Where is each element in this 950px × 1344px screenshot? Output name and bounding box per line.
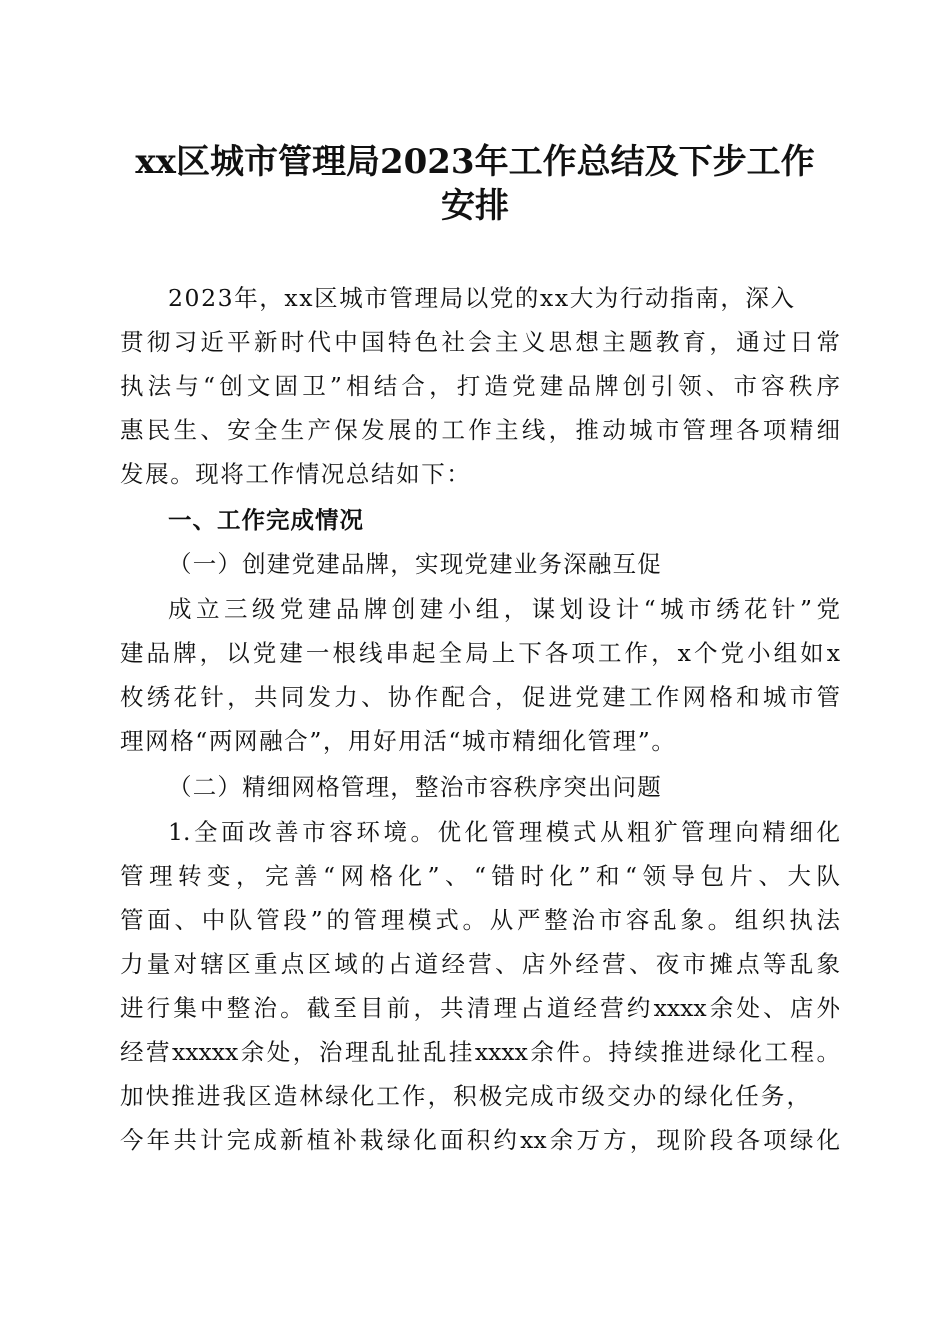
intro-line-2: 贯彻习近平新时代中国特色社会主义思想主题教育，通过日常 <box>120 328 840 356</box>
title-line-1: xx区城市管理局2023年工作总结及下步工作 <box>135 142 815 182</box>
para3-line-3: 管面、中队管段”的管理模式。从严整治市容乱象。组织执法 <box>120 906 840 934</box>
para3-line-5: 进行集中整治。截至目前，共清理占道经营约xxxx余处、店外 <box>120 994 840 1022</box>
document-title <box>100 140 850 228</box>
para2-line-4: 理网格“两网融合”，用好用活“城市精细化管理”。 <box>120 727 677 755</box>
para2-line-3: 枚绣花针，共同发力、协作配合，促进党建工作网格和城市管 <box>120 683 840 711</box>
subsection-heading-2: （二）精细网格管理，整治市容秩序突出问题 <box>168 773 662 801</box>
para3-line-2: 管理转变，完善“网格化”、“错时化”和“领导包片、大队 <box>120 862 840 890</box>
intro-line-1: 2023年，xx区城市管理局以党的xx大为行动指南，深入 <box>168 284 796 312</box>
para3-line-1: 1.全面改善市容环境。优化管理模式从粗犷管理向精细化 <box>168 818 840 846</box>
para2-line-1: 成立三级党建品牌创建小组，谋划设计“城市绣花针”党 <box>168 595 840 623</box>
para3-line-4: 力量对辖区重点区域的占道经营、店外经营、夜市摊点等乱象 <box>120 950 840 978</box>
para3-line-8: 今年共计完成新植补栽绿化面积约xx余万方，现阶段各项绿化 <box>120 1126 840 1154</box>
title-line-2: 安排 <box>441 186 509 226</box>
intro-line-4: 惠民生、安全生产保发展的工作主线，推动城市管理各项精细 <box>120 416 840 444</box>
intro-line-3: 执法与“创文固卫”相结合，打造党建品牌创引领、市容秩序 <box>120 372 840 400</box>
section-heading-1: 一、工作完成情况 <box>168 506 364 534</box>
para3-line-6: 经营xxxxx余处，治理乱扯乱挂xxxx余件。持续推进绿化工程。 <box>120 1038 840 1066</box>
para2-line-2: 建品牌，以党建一根线串起全局上下各项工作，x个党小组如x <box>120 639 840 667</box>
subsection-heading-1: （一）创建党建品牌，实现党建业务深融互促 <box>168 550 662 578</box>
intro-line-5: 发展。现将工作情况总结如下： <box>120 460 472 488</box>
para3-line-7: 加快推进我区造林绿化工作，积极完成市级交办的绿化任务， <box>120 1082 810 1110</box>
